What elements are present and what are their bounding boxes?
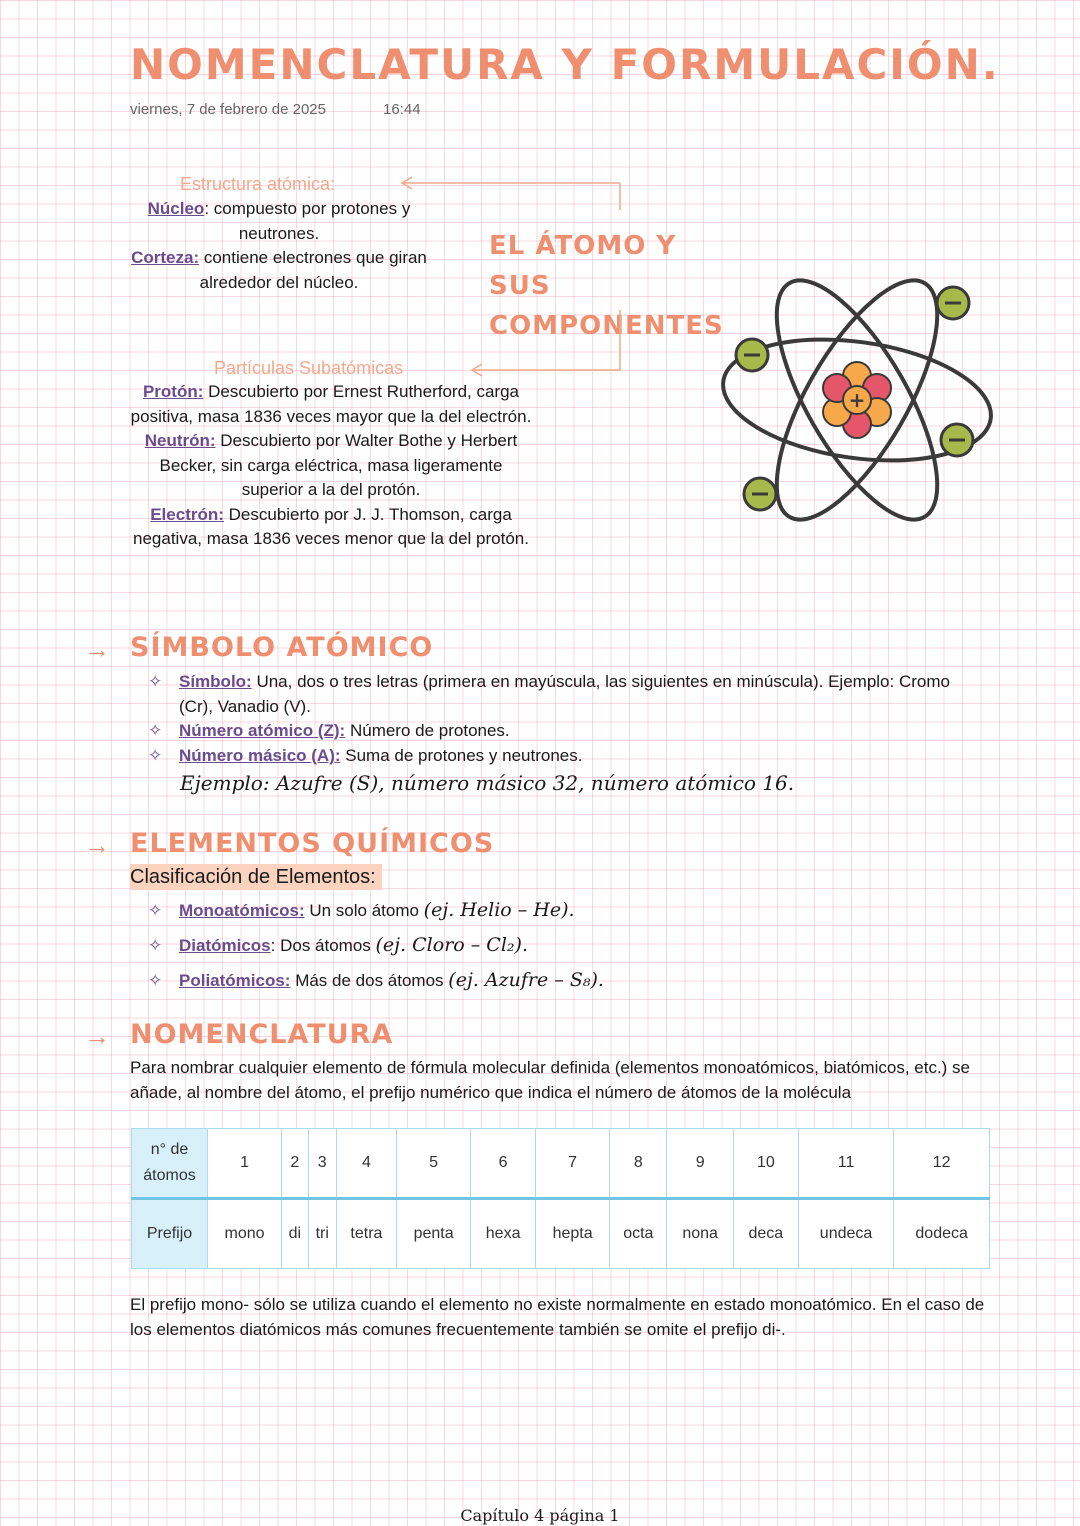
- particles-label: Partículas Subatómicas: [214, 358, 404, 378]
- monoatomic-text: Un solo átomo: [304, 901, 424, 920]
- nucleus-term: Núcleo: [147, 199, 205, 218]
- list-item: [148, 719, 968, 744]
- proton-term: Protón:: [142, 382, 204, 401]
- star-bullet-icon: ✧: [148, 672, 163, 691]
- neutron-text: Descubierto por Walter Bothe y Herbert Becker, sin carga eléctrica, masa ligeramente superior a la del protón.: [159, 431, 518, 499]
- table-cell-number: 12: [894, 1129, 990, 1199]
- atom-illustration: [712, 258, 1002, 548]
- table-cell-prefix: dodeca: [894, 1199, 990, 1269]
- elements-heading: ELEMENTOS QUÍMICOS: [130, 828, 495, 859]
- arrow-icon: →: [84, 830, 110, 860]
- electron: [744, 478, 776, 510]
- star-bullet-icon: ✧: [148, 936, 163, 955]
- nomenclature-note: El prefijo mono- sólo se utiliza cuando el elemento no existe normalmente en estado monoatómico. En el caso de los elementos diatómicos más comunes frecuentemente también se omite el prefijo di-.: [130, 1295, 985, 1339]
- arrow-icon: →: [84, 634, 110, 664]
- cortex-term: Corteza:: [131, 248, 200, 267]
- symbol-list: [148, 670, 968, 768]
- nomenclature-heading: NOMENCLATURA: [130, 1019, 394, 1050]
- electron-term: Electrón:: [150, 504, 224, 524]
- table-cell-number: 2: [282, 1129, 309, 1199]
- mass-number-text: Suma de protones y neutrones.: [340, 745, 583, 765]
- table-cell-number: 6: [471, 1129, 536, 1199]
- electron-text: Descubierto por J. J. Thomson, carga negativa, masa 1836 veces menor que la del protón.: [133, 504, 529, 548]
- table-cell-prefix: nona: [667, 1199, 733, 1269]
- mass-number-term: Número másico (A):: [179, 745, 341, 765]
- time-label: 16:44: [383, 101, 421, 118]
- star-bullet-icon: ✧: [148, 745, 163, 765]
- table-cell-number: 10: [733, 1129, 798, 1199]
- polyatomic-term: Poliatómicos:: [179, 971, 291, 990]
- atomic-number-text: Número de protones.: [345, 721, 510, 740]
- diatomic-text: : Dos átomos: [270, 936, 376, 955]
- list-item: [148, 928, 968, 963]
- table-cell-number: 3: [308, 1129, 336, 1199]
- table-cell-number: 5: [397, 1129, 471, 1199]
- table-cell-prefix: deca: [733, 1199, 798, 1269]
- star-bullet-icon: ✧: [148, 901, 163, 920]
- connector-arrows: [390, 170, 630, 385]
- table-cell-number: 8: [610, 1129, 667, 1199]
- table-cell-number: 11: [798, 1129, 894, 1199]
- diatomic-term: Diatómicos: [179, 936, 271, 955]
- electron: [941, 424, 973, 456]
- table-cell-prefix: undeca: [798, 1199, 894, 1269]
- classification-subheading: Clasificación de Elementos:: [130, 864, 382, 890]
- polyatomic-text: Más de dos átomos: [290, 971, 449, 990]
- symbol-example: Ejemplo: Azufre (S), número másico 32, número atómico 16.: [180, 771, 795, 795]
- proton-text: Descubierto por Ernest Rutherford, carga positiva, masa 1836 veces mayor que la del electrón.: [130, 382, 532, 426]
- table-row: [132, 1129, 990, 1199]
- nucleus-text: : compuesto por protones y neutrones.: [204, 199, 411, 243]
- table-cell-number: 7: [536, 1129, 610, 1199]
- table-cell-prefix: penta: [397, 1199, 471, 1269]
- atom-heading: EL ÁTOMO Y SUS COMPONENTES: [489, 231, 724, 341]
- monoatomic-example: (ej. Helio – He).: [423, 899, 575, 921]
- cortex-text: contiene electrones que giran alrededor del núcleo.: [199, 248, 427, 292]
- prefix-table: [131, 1128, 990, 1269]
- symbol-text: Una, dos o tres letras (primera en mayúscula, las siguientes en minúscula). Ejemplo: Cromo (Cr), Vanadio (V).: [179, 672, 950, 716]
- table-cell-number: 1: [208, 1129, 282, 1199]
- table-cell-prefix: tri: [308, 1199, 336, 1269]
- structure-block: [128, 197, 430, 295]
- symbol-heading: SÍMBOLO ATÓMICO: [130, 632, 434, 663]
- table-header-cell: n° de átomos: [132, 1129, 208, 1199]
- neutron-term: Neutrón:: [144, 431, 216, 450]
- polyatomic-example: (ej. Azufre – S₈).: [448, 969, 604, 991]
- nucleus: [823, 362, 891, 438]
- table-cell-prefix: hepta: [536, 1199, 610, 1269]
- list-item: [148, 963, 968, 998]
- nomenclature-intro: Para nombrar cualquier elemento de fórmula molecular definida (elementos monoatómicos, biatómicos, etc.) se añade, al nombre del átomo, el prefijo numérico que indica el número de átomos de la molécula: [130, 1058, 971, 1102]
- date-label: viernes, 7 de febrero de 2025: [130, 101, 326, 118]
- symbol-term: Símbolo:: [179, 672, 252, 691]
- table-cell-prefix: di: [282, 1199, 309, 1269]
- list-item: [148, 670, 968, 719]
- star-bullet-icon: ✧: [148, 721, 163, 740]
- arrow-icon: →: [84, 1021, 110, 1051]
- electron: [736, 339, 768, 371]
- table-cell-number: 4: [336, 1129, 396, 1199]
- particles-block: [128, 380, 534, 552]
- monoatomic-term: Monoatómicos:: [179, 901, 305, 920]
- table-cell-prefix: octa: [610, 1199, 667, 1269]
- table-cell-number: 9: [667, 1129, 733, 1199]
- atomic-number-term: Número atómico (Z):: [179, 721, 346, 740]
- structure-label: Estructura atómica:: [180, 174, 336, 194]
- page-title: NOMENCLATURA Y FORMULACIÓN.: [130, 40, 1000, 89]
- page-footer: Capítulo 4 página 1: [460, 1506, 620, 1525]
- star-bullet-icon: ✧: [148, 971, 163, 990]
- table-cell-prefix: mono: [208, 1199, 282, 1269]
- elements-list: [148, 893, 968, 998]
- electron: [937, 287, 969, 319]
- list-item: [148, 893, 968, 928]
- table-row: [132, 1199, 990, 1269]
- diatomic-example: (ej. Cloro – Cl₂).: [375, 934, 528, 956]
- nucleus-sign: +: [848, 388, 866, 412]
- list-item: [148, 744, 968, 769]
- table-cell-prefix: tetra: [336, 1199, 396, 1269]
- table-cell-prefix: hexa: [471, 1199, 536, 1269]
- table-row-label: Prefijo: [132, 1199, 208, 1269]
